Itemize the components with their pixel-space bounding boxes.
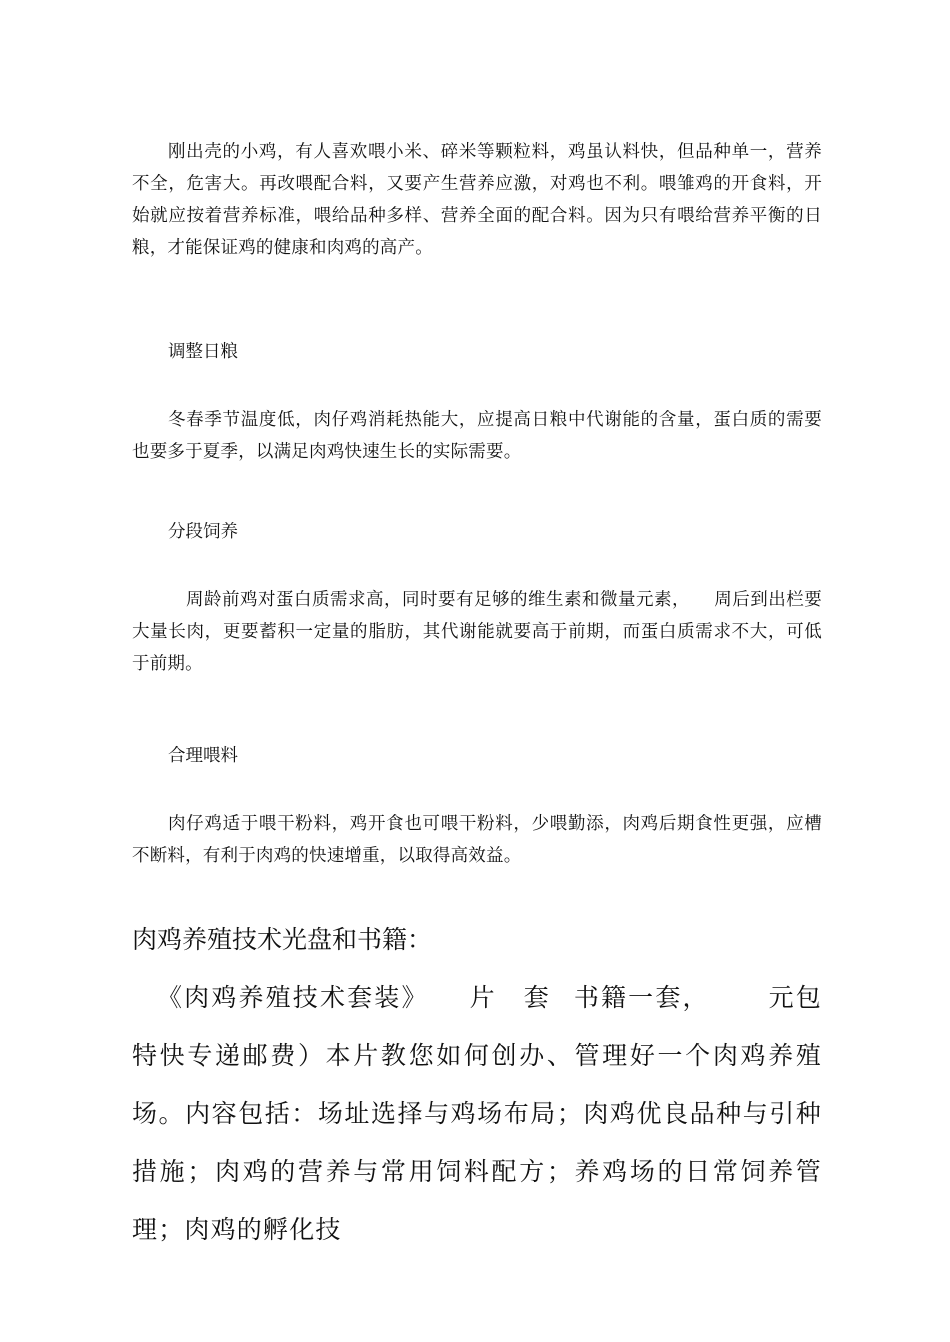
section-intro-unit-tao: 套 bbox=[522, 983, 551, 1012]
section-intro-unit-pian: 片 bbox=[468, 983, 497, 1012]
paragraph-chick-feeding: 刚出壳的小鸡，有人喜欢喂小米、碎米等颗粒料，鸡虽认料快，但品种单一，营养不全，危害大。再改喂配合料，又要产生营养应激，对鸡也不利。喂雏鸡的开食料，开始就应按着营养标准，喂给品种多样、营养全面的配合料。因为只有喂给营养平衡的日粮，才能保证鸡的健康和肉鸡的高产。 bbox=[132, 142, 822, 258]
paragraph-winter-ration: 冬春季节温度低，肉仔鸡消耗热能大，应提高日粮中代谢能的含量，蛋白质的需要也要多于夏季，以满足肉鸡快速生长的实际需要。 bbox=[132, 410, 822, 462]
section-intro-body: 元包特快专递邮费）本片教您如何创办、管理好一个肉鸡养殖场。内容包括：场址选择与鸡场布局；肉鸡优良品种与引种措施；肉鸡的营养与常用饲料配方；养鸡场的日常饲养管理；肉鸡的孵化技 bbox=[132, 983, 822, 1244]
heading-reasonable-feeding: 合理喂料 bbox=[168, 746, 238, 766]
section-intro-book-title: 《肉鸡养殖技术套装》 bbox=[157, 983, 429, 1012]
section-intro-paragraph bbox=[132, 969, 822, 1259]
section-title: 肉鸡养殖技术光盘和书籍： bbox=[132, 925, 433, 954]
section-intro-books: 书籍一套， bbox=[572, 983, 710, 1012]
paragraph-dry-powder-feed: 肉仔鸡适于喂干粉料，鸡开食也可喂干粉料，少喂勤添，肉鸡后期食性更强，应槽不断料，有利于肉鸡的快速增重，以取得高效益。 bbox=[132, 814, 822, 866]
paragraph-stage-feeding-part1: 周龄前鸡对蛋白质需求高，同时要有足够的维生素和微量元素， bbox=[186, 590, 690, 610]
paragraph-stage-feeding bbox=[132, 584, 822, 680]
heading-adjust-ration: 调整日粮 bbox=[168, 342, 238, 362]
paragraph-stage-feeding-part2: 周后到出栏要大量长肉，更要蓄积一定量的脂肪，其代谢能就要高于前期，而蛋白质需求不大，可低于前期。 bbox=[132, 590, 822, 674]
heading-stage-feeding: 分段饲养 bbox=[168, 522, 238, 542]
